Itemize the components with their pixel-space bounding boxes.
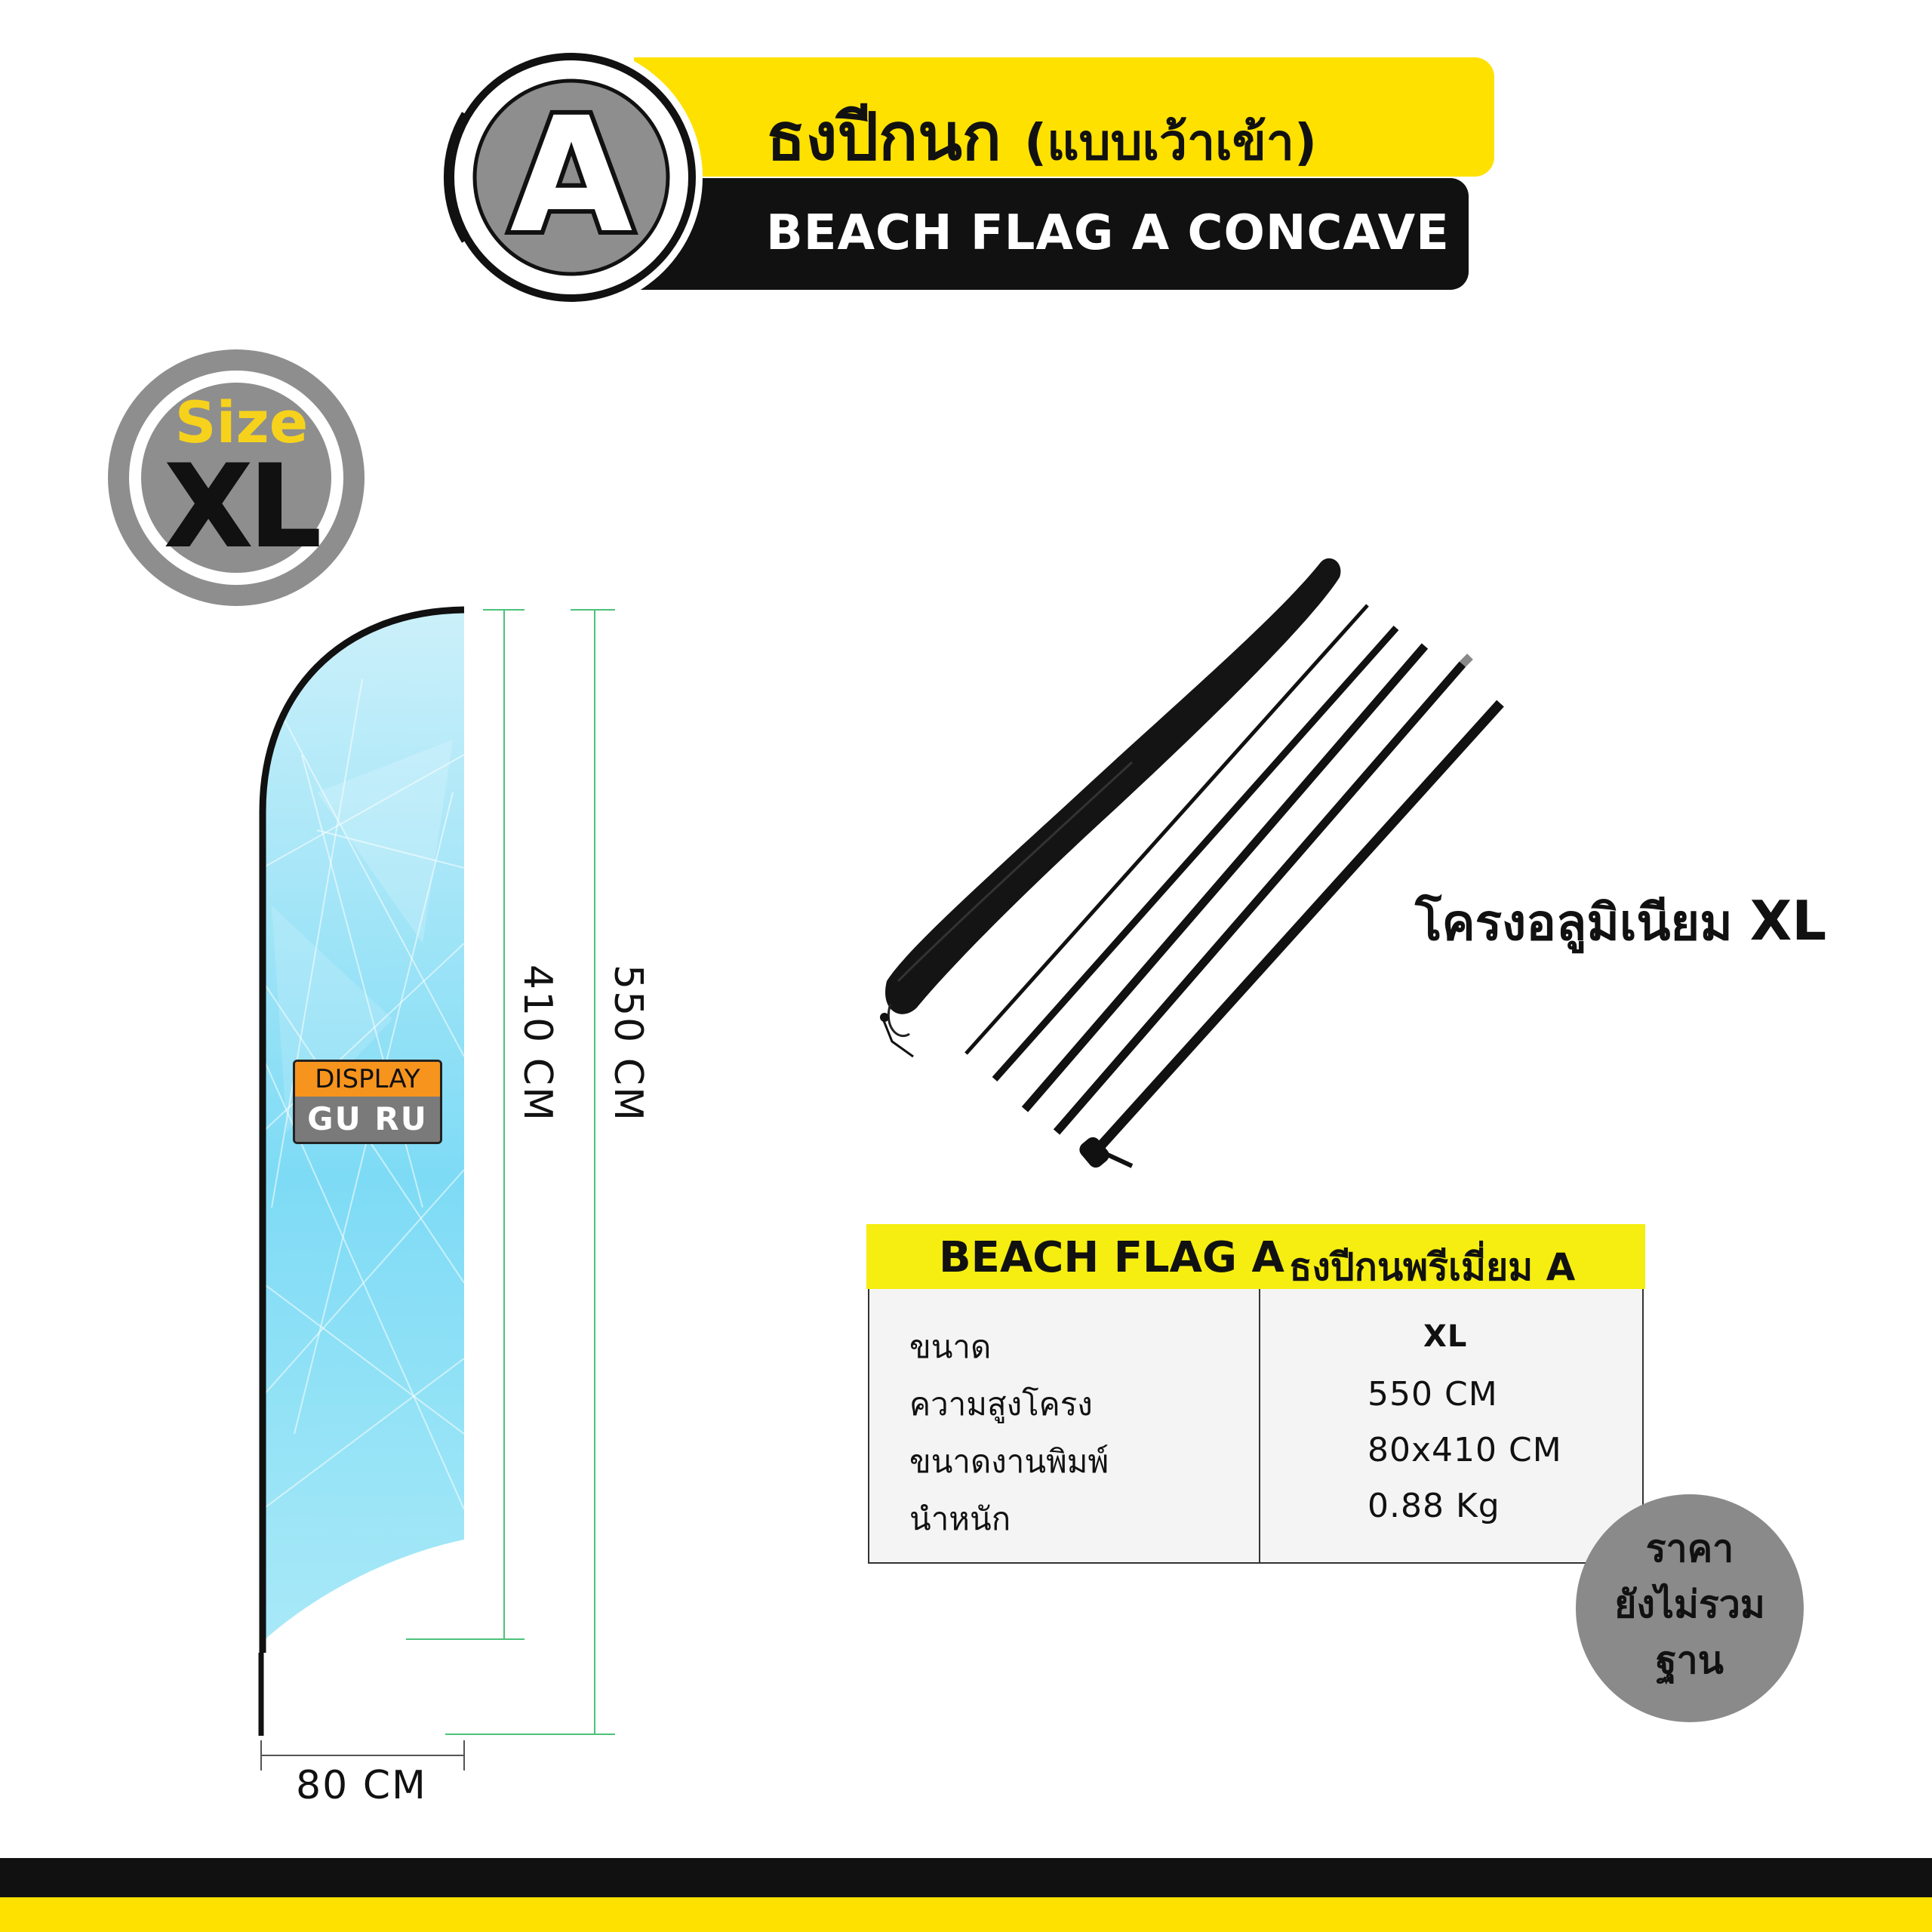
price-note-line1: ราคา (1645, 1527, 1734, 1571)
title-thai-main: ธงปีกนก (766, 100, 1002, 175)
spec-label-size: ขนาด (909, 1328, 992, 1365)
spec-header-left: BEACH FLAG A (939, 1233, 1284, 1282)
size-value: XL (165, 441, 318, 573)
footer-yellow-band (0, 1897, 1932, 1932)
display-guru-logo (293, 1060, 442, 1144)
print-height-dimension: 410 CM (515, 964, 560, 1122)
title-thai-sub: (แบบเว้าเข้า) (1023, 113, 1318, 171)
width-dimension: 80 CM (296, 1763, 427, 1808)
logo-bottom-text: GU RU (295, 1097, 440, 1142)
price-note-text (1576, 1521, 1804, 1688)
frame-label (1415, 883, 1826, 962)
page-title-english: BEACH FLAG A CONCAVE (766, 205, 1450, 261)
letter-badge (434, 42, 706, 313)
page-title-thai (766, 85, 1317, 188)
size-word: Size (174, 389, 309, 456)
spec-value-size: XL (1423, 1319, 1468, 1354)
footer-black-band (0, 1858, 1932, 1897)
spec-value-weight: 0.88 Kg (1367, 1487, 1500, 1525)
spec-label-print-size: ขนาดงานพิมพ์ (909, 1443, 1109, 1480)
frame-label-text: โครงอลูมิเนียม (1415, 894, 1733, 952)
spec-value-frame-height: 550 CM (1367, 1375, 1498, 1414)
badge-letter: A (509, 83, 633, 268)
frame-label-size: XL (1749, 889, 1827, 952)
spec-label-frame-height: ความสูงโครง (909, 1386, 1093, 1423)
spec-value-print-size: 80x410 CM (1367, 1431, 1562, 1469)
spec-table-divider (1259, 1289, 1260, 1564)
price-note-line3: ฐาน (1656, 1638, 1724, 1682)
spec-label-weight: นำหนัก (909, 1500, 1011, 1537)
price-note-line2: ยังไม่รวม (1614, 1583, 1765, 1626)
aluminium-frame-image (853, 543, 1532, 1192)
spec-header-right: ธงปีกนพรีเมี่ยม A (1289, 1245, 1576, 1289)
flag-illustration (249, 596, 641, 1789)
total-height-dimension: 550 CM (605, 964, 651, 1122)
logo-top-text: DISPLAY (295, 1062, 440, 1097)
